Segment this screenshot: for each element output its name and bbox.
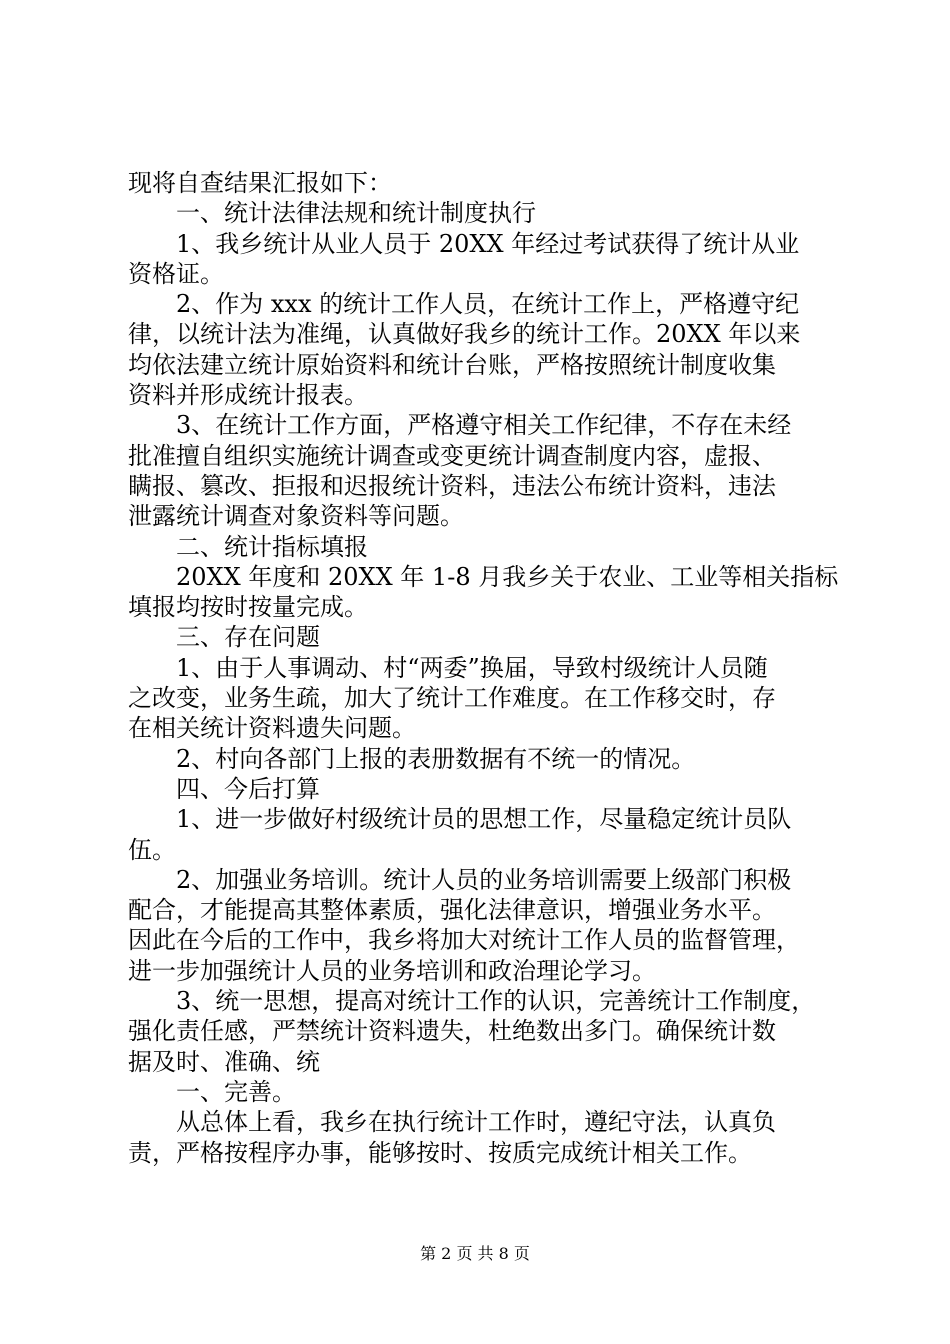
text-line: 现将自查结果汇报如下： <box>128 169 392 197</box>
text-line: 3、统一思想，提高对统计工作的认识，完善统计工作制度， <box>176 987 816 1016</box>
text-line: 填报均按时按量完成。 <box>128 593 368 622</box>
text-line: 因此在今后的工作中，我乡将加大对统计工作人员的监督管理， <box>128 926 800 955</box>
text-line: 一、统计法律法规和统计制度执行 <box>176 199 536 228</box>
text-line: 3、在统计工作方面，严格遵守相关工作纪律，不存在未经 <box>176 411 792 440</box>
text-line: 从总体上看，我乡在执行统计工作时，遵纪守法，认真负 <box>176 1108 776 1137</box>
text-line: 20XX 年度和 20XX 年 1-8 月我乡关于农业、工业等相关指标 <box>176 562 839 591</box>
text-line: 均依法建立统计原始资料和统计台账，严格按照统计制度收集 <box>128 350 776 379</box>
document-body <box>128 168 839 1168</box>
text-line: 泄露统计调查对象资料等问题。 <box>128 502 464 531</box>
text-line: 三、存在问题 <box>176 623 320 652</box>
text-line: 在相关统计资料遗失问题。 <box>128 714 416 743</box>
text-line: 伍。 <box>128 835 176 864</box>
text-line: 四、今后打算 <box>176 774 320 803</box>
text-line: 2、村向各部门上报的表册数据有不统一的情况。 <box>176 744 696 773</box>
text-line: 二、统计指标填报 <box>176 532 368 561</box>
text-line: 责，严格按程序办事，能够按时、按质完成统计相关工作。 <box>128 1138 752 1167</box>
text-line: 一、完善。 <box>176 1077 296 1106</box>
text-line: 批准擅自组织实施统计调查或变更统计调查制度内容，虚报、 <box>128 441 776 470</box>
text-line: 1、我乡统计从业人员于 20XX 年经过考试获得了统计从业 <box>176 229 800 258</box>
text-line: 进一步加强统计人员的业务培训和政治理论学习。 <box>128 956 656 985</box>
text-line: 律，以统计法为准绳，认真做好我乡的统计工作。20XX 年以来 <box>128 320 801 349</box>
text-line: 1、由于人事调动、村“两委”换届，导致村级统计人员随 <box>176 653 768 682</box>
text-line: 之改变，业务生疏，加大了统计工作难度。在工作移交时，存 <box>128 684 776 713</box>
text-line: 2、作为 xxx 的统计工作人员，在统计工作上，严格遵守纪 <box>176 290 800 319</box>
page-footer: 第 2 页 共 8 页 <box>420 1244 530 1263</box>
text-line: 配合，才能提高其整体素质，强化法律意识，增强业务水平。 <box>128 896 776 925</box>
text-line: 资格证。 <box>128 259 224 288</box>
text-line: 瞒报、篡改、拒报和迟报统计资料，违法公布统计资料，违法 <box>128 471 776 500</box>
text-line: 1、进一步做好村级统计员的思想工作，尽量稳定统计员队 <box>176 805 792 834</box>
text-line: 资料并形成统计报表。 <box>128 381 368 410</box>
text-line: 2、加强业务培训。统计人员的业务培训需要上级部门积极 <box>176 865 792 894</box>
text-line: 强化责任感，严禁统计资料遗失，杜绝数出多门。确保统计数 <box>128 1017 776 1046</box>
text-line: 据及时、准确、统 <box>128 1047 320 1076</box>
